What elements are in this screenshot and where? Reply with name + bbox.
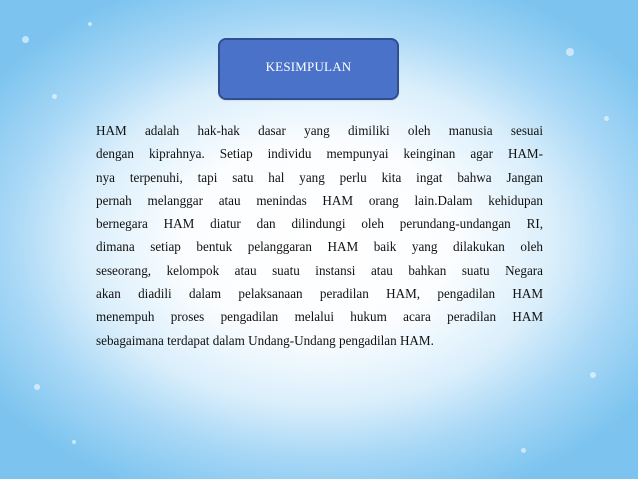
paragraph-line: bernegara HAM diatur dan dilindungi oleh perundang-undangan RI, — [96, 216, 543, 232]
body-paragraph — [96, 119, 543, 352]
background-speck — [566, 48, 574, 56]
paragraph-line: menempuh proses pengadilan melalui hukum acara peradilan HAM — [96, 309, 543, 325]
paragraph-line: akan diadili dalam pelaksanaan peradilan HAM, pengadilan HAM — [96, 286, 543, 302]
background-speck — [52, 94, 57, 99]
paragraph-line: HAM adalah hak-hak dasar yang dimiliki oleh manusia sesuai — [96, 123, 543, 138]
background-speck — [590, 372, 596, 378]
paragraph-line: nya terpenuhi, tapi satu hal yang perlu kita ingat bahwa Jangan — [96, 169, 543, 185]
background-speck — [604, 116, 609, 121]
background-speck — [72, 440, 76, 444]
paragraph-line: sebagaimana terdapat dalam Undang-Undang pengadilan HAM. — [96, 332, 434, 348]
title-box — [218, 38, 399, 100]
background-speck — [88, 22, 92, 26]
slide-title: KESIMPULAN — [265, 59, 352, 74]
paragraph-line: pernah melanggar atau menindas HAM orang lain.Dalam kehidupan — [96, 192, 543, 208]
background-speck — [34, 384, 40, 390]
background-speck — [521, 448, 526, 453]
paragraph-line: dengan kiprahnya. Setiap individu mempunyai keinginan agar HAM- — [96, 146, 543, 162]
background-speck — [22, 36, 29, 43]
paragraph-line: dimana setiap bentuk pelanggaran HAM baik yang dilakukan oleh — [96, 239, 543, 255]
paragraph-line: seseorang, kelompok atau suatu instansi atau bahkan suatu Negara — [96, 262, 543, 278]
